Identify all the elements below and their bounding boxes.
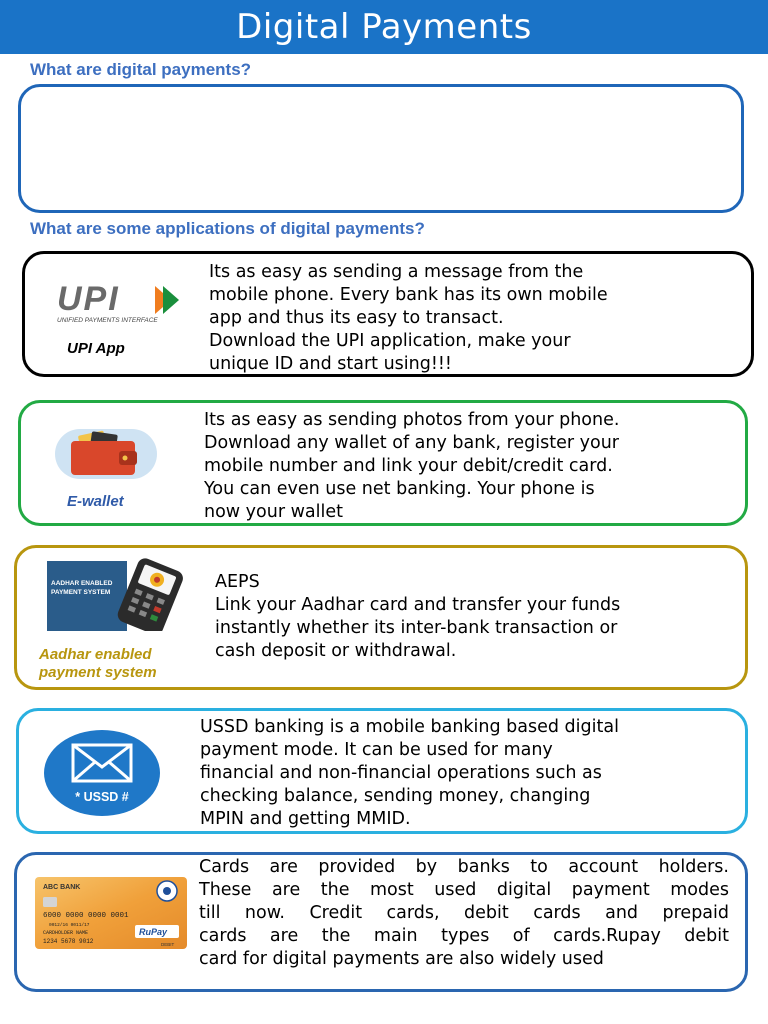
aeps-terminal-image — [47, 557, 197, 631]
aeps-caption-line: Aadhar enabled — [39, 646, 152, 663]
card-holder: CARDHOLDER NAME — [43, 930, 89, 936]
card-brand: RuPay — [139, 927, 168, 937]
cards-line: card for digital payments are also widely used — [199, 949, 604, 969]
ewallet-description — [204, 409, 619, 524]
aeps-line: Link your Aadhar card and transfer your funds — [215, 595, 621, 615]
ewallet-card — [18, 400, 748, 526]
ewallet-caption: E-wallet — [67, 493, 124, 510]
cards-card — [14, 852, 748, 992]
ussd-line: MPIN and getting MMID. — [200, 809, 411, 829]
aeps-image-text-1: AADHAR ENABLED — [51, 580, 113, 587]
aeps-caption-line: payment system — [39, 664, 157, 681]
ussd-icon-label: * USSD # — [75, 790, 129, 804]
upi-line: mobile phone. Every bank has its own mobile — [209, 285, 608, 305]
card-bank-name: ABC BANK — [43, 884, 81, 891]
cards-line: cards are the main types of cards.Rupay debit — [199, 926, 729, 946]
card-number-small: 1234 5678 9012 — [43, 938, 94, 945]
cards-line: Cards are provided by banks to account holders. — [199, 857, 729, 877]
page-header — [0, 0, 768, 54]
page-title: Digital Payments — [236, 7, 532, 47]
aeps-caption — [39, 646, 157, 682]
upi-line: app and thus its easy to transact. — [209, 308, 504, 328]
envelope-icon — [43, 729, 161, 817]
ussd-description — [200, 716, 619, 831]
aeps-description — [215, 571, 620, 663]
upi-caption: UPI App — [67, 340, 125, 357]
ussd-line: checking balance, sending money, changing — [200, 786, 591, 806]
upi-logo-text: UPI — [57, 280, 120, 318]
ewallet-line: mobile number and link your debit/credit card. — [204, 456, 613, 476]
upi-line: Its as easy as sending a message from the — [209, 262, 584, 282]
upi-line: Download the UPI application, make your — [209, 331, 571, 351]
cards-line: till now. Credit cards, debit cards and prepaid — [199, 903, 729, 923]
aeps-line: cash deposit or withdrawal. — [215, 641, 457, 661]
ewallet-line: Its as easy as sending photos from your phone. — [204, 410, 620, 430]
upi-line: unique ID and start using!!! — [209, 354, 452, 374]
ewallet-line: now your wallet — [204, 502, 343, 522]
cards-line: These are the most used digital payment modes — [199, 880, 729, 900]
rupay-card-image — [35, 877, 187, 949]
aeps-card — [14, 545, 748, 690]
ewallet-line: You can even use net banking. Your phone is — [204, 479, 595, 499]
upi-logo — [55, 280, 205, 324]
aeps-line: AEPS — [215, 572, 260, 592]
answer-box — [18, 84, 744, 213]
question-what-are-digital-payments: What are digital payments? — [30, 60, 252, 79]
ussd-card — [16, 708, 748, 834]
upi-logo-subtext: UNIFIED PAYMENTS INTERFACE — [57, 317, 158, 324]
upi-description — [209, 261, 608, 376]
ussd-line: payment mode. It can be used for many — [200, 740, 553, 760]
aeps-line: instantly whether its inter-bank transaction or — [215, 618, 618, 638]
question-applications: What are some applications of digital payments? — [30, 219, 425, 238]
aeps-image-text-2: PAYMENT SYSTEM — [51, 589, 111, 596]
wallet-icon — [55, 429, 157, 479]
ussd-line: USSD banking is a mobile banking based digital — [200, 717, 619, 737]
card-type: DEBIT — [161, 942, 175, 947]
ewallet-line: Download any wallet of any bank, register your — [204, 433, 619, 453]
upi-card — [22, 251, 754, 377]
cards-description — [199, 856, 729, 971]
ussd-line: financial and non-financial operations such as — [200, 763, 602, 783]
card-validity: 0012/16 0011/17 — [49, 923, 90, 928]
card-number: 6000 0000 0000 0001 — [43, 912, 129, 920]
